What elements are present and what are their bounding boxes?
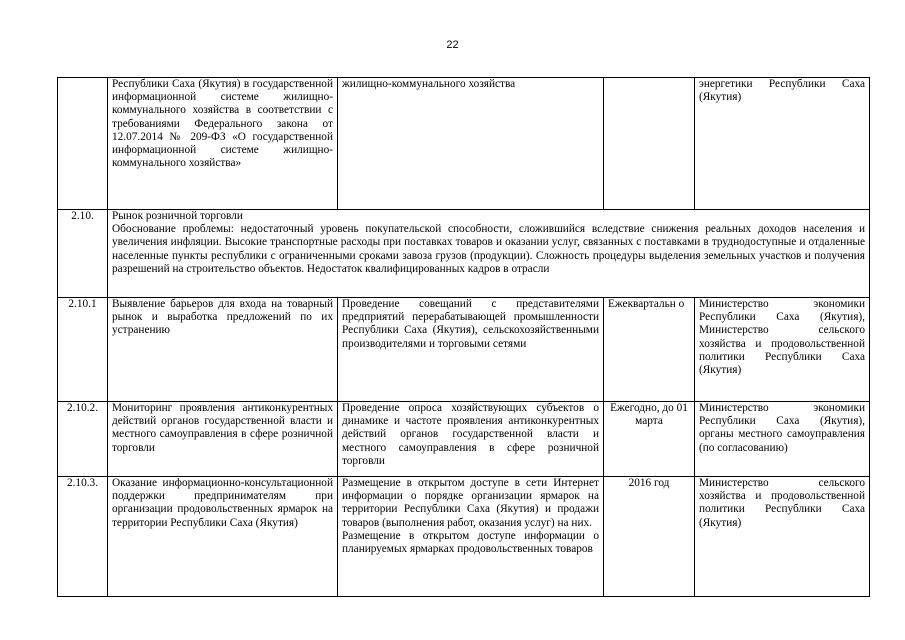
row-action: Проведение совещаний с представителями предприятий перерабатывающей промышленности Республики Саха (Якутия), сельскохозяйственными производителями и торговыми сетями	[338, 298, 604, 402]
row-measure: Выявление барьеров для входа на товарный рынок и выработка предложений по их устранению	[108, 298, 338, 402]
page-number: 22	[446, 39, 459, 51]
row-responsible: Министерство экономики Республики Саха (Якутия), Министерство сельского хозяйства и продовольственной политики Республики Саха (Якутия)	[695, 298, 870, 402]
row-action-extra: Размещение в открытом доступе информации о планируемых ярмарках продовольственных товаров	[342, 529, 599, 556]
cell-measure: Республики Саха (Якутия) в государственной информационной системе жилищно-коммунального хозяйства в соответствии с требованиями Федерального закона от 12.07.2014 № 209-ФЗ «О государственной информационной системе жилищно-коммунального хозяйства»	[108, 78, 338, 210]
row-number: 2.10.1	[58, 298, 108, 402]
row-action: Проведение опроса хозяйствующих субъектов о динамике и частоте проявления антиконкурентных действий органов государственной власти и местного самоуправления в сфере розничной торговли	[338, 402, 604, 477]
row-action-main: Размещение в открытом доступе в сети Интернет информации о порядке организации ярмарок на территории Республики Саха (Якутия) и продажи товаров (выполнения работ, оказания услуг) на них.	[342, 477, 599, 529]
cell-responsible: энергетики Республики Саха (Якутия)	[695, 78, 870, 210]
cell-deadline	[604, 78, 695, 210]
row-deadline: Ежегодно, до 01 марта	[604, 402, 695, 477]
row-responsible: Министерство сельского хозяйства и продовольственной политики Республики Саха (Якутия)	[695, 477, 870, 597]
row-responsible: Министерство экономики Республики Саха (Якутия), органы местного самоуправления (по согласованию)	[695, 402, 870, 477]
section-row	[58, 210, 870, 298]
row-deadline: Ежеквартальн о	[604, 298, 695, 402]
table-row	[58, 477, 870, 597]
cell-number	[58, 78, 108, 210]
section-justification: Обоснование проблемы: недостаточный уровень покупательской способности, сложившийся вследствие снижения реальных доходов населения и увеличения инфляции. Высокие транспортные расходы при поставках товаров и оказании услуг, связанных с поставками в труднодоступные и отдаленные населенные пункты республики с ограниченными сроками завоза грузов (продукции). Сложность процедуры выделения земельных участков и получения разрешений на строительство объектов. Недостаток квалифицированных кадров в отрасли	[112, 223, 865, 275]
continuation-row	[58, 78, 870, 210]
section-number: 2.10.	[58, 210, 108, 298]
section-body	[108, 210, 870, 298]
row-measure: Оказание информационно-консультационной поддержки предпринимателям при организации продовольственных ярмарок на территории Республики Саха (Якутия)	[108, 477, 338, 597]
row-action	[338, 477, 604, 597]
cell-action: жилищно-коммунального хозяйства	[338, 78, 604, 210]
section-title: Рынок розничной торговли	[112, 210, 243, 222]
row-deadline: 2016 год	[604, 477, 695, 597]
row-number: 2.10.2.	[58, 402, 108, 477]
row-number: 2.10.3.	[58, 477, 108, 597]
table-row	[58, 298, 870, 402]
measures-table	[57, 77, 870, 597]
table-row	[58, 402, 870, 477]
row-measure: Мониторинг проявления антиконкурентных действий органов государственной власти и местного самоуправления в сфере розничной торговли	[108, 402, 338, 477]
